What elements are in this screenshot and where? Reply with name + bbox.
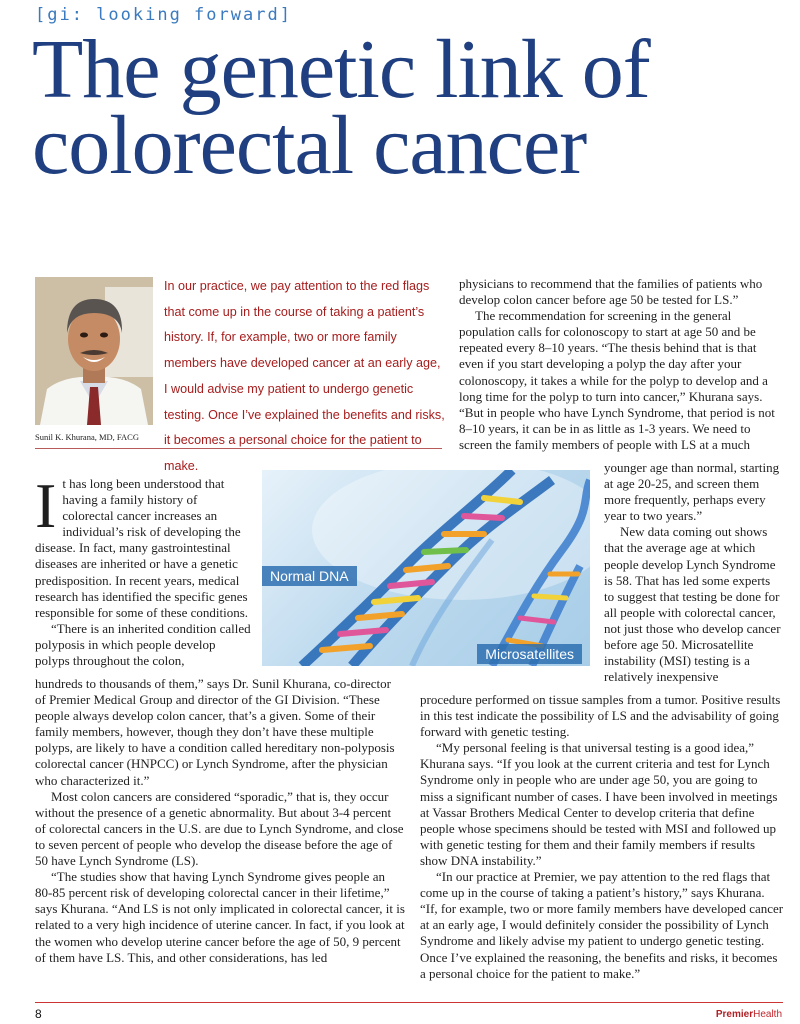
microsatellites-label: Microsatellites bbox=[477, 644, 582, 664]
paragraph: New data coming out shows that the average age at which people develop Lynch Syndrome is 58. That has led some experts to suggest that testing be done for all people with colorectal cancer, not just those who develop cancer before age 50. Microsatellite instability (MSI) testing is a relatively inexpensive bbox=[604, 524, 781, 685]
paragraph: “There is an inherited condition called polyposis in which people develop polyps throughout the colon, bbox=[35, 620, 251, 669]
publication-logo bbox=[716, 1009, 782, 1020]
article-column-left-bottom bbox=[35, 676, 405, 966]
paragraph: “The studies show that having Lynch Syndrome gives people an 80-85 percent risk of developing colorectal cancer in their lifetime,” says Khurana. “And LS is not only implicated in colorectal cancer, it is related to a very high incidence of uterine cancer. In fact, if you look at the women who develop uterine cancer before the age of 50, 9 percent of them have LS. This, and other considerations, has led bbox=[35, 869, 405, 965]
headline: The genetic link of colorectal cancer bbox=[32, 23, 650, 192]
article-column-left-top bbox=[35, 470, 251, 669]
normal-dna-label: Normal DNA bbox=[262, 566, 357, 586]
photo-caption: Sunil K. Khurana, MD, FACG bbox=[35, 432, 139, 442]
paragraph: “My personal feeling is that universal testing is a good idea,” Khurana says. “If you look at the current criteria and test for Lynch Syndrome only in people who are under age 50, you are going to miss a significant number of cases. I have been involved in meetings at Vassar Brothers Medical Center to develop criteria that define people whose specimens should be tested with MSI and followed up with genetic testing for them and their family members if results show DNA instability.” bbox=[420, 740, 778, 868]
pull-quote: In our practice, we pay attention to the red flags that come up in the course of taking a patient’s history. If, for example, two or more family members have developed cancer at an early age, I would advise my patient to undergo genetic testing. Once I’ve explained the benefits and risks, it becomes a personal choice for the patient to make. bbox=[164, 279, 445, 473]
dropcap: I bbox=[35, 470, 57, 541]
paragraph-dropcap bbox=[35, 470, 251, 621]
section-tag: [gi: looking forward] bbox=[35, 5, 292, 25]
paragraph: hundreds to thousands of them,” says Dr. Sunil Khurana, co-director of Premier Medical Group and director of the GI Division. “These people always develop colon cancer, that’s a given. Some of their family members, however, though they don’t have these multiple polyps, are likely to have a condition called hereditary non-polyposis colorectal cancer (HNPCC) or Lynch Syndrome, after the physician who characterized it.” bbox=[35, 676, 395, 788]
paragraph: younger age than normal, starting at age 20-25, and screen them more frequently, perhaps every year to two years.” bbox=[604, 460, 780, 524]
paragraph: Most colon cancers are considered “sporadic,” that is, they occur without the presence of a genetic abnormality. But about 3-4 percent of colorectal cancers in the U.S. are due to Lynch Syndrome, and close to seven percent of people who develop the disease before the age of 50 have Lynch Syndrome (LS). bbox=[35, 788, 404, 869]
paragraph: procedure performed on tissue samples from a tumor. Positive results in this test indicate the possibility of LS and the advisability of going forward with genetic testing. bbox=[420, 692, 781, 740]
article-column-right-mid bbox=[604, 460, 782, 685]
dna-illustration bbox=[262, 470, 590, 666]
logo-health: Health bbox=[753, 1009, 782, 1020]
footer-rule bbox=[35, 1002, 783, 1003]
logo-premier: Premier bbox=[715, 1009, 754, 1020]
paragraph: “In our practice at Premier, we pay attention to the red flags that come up in the course of taking a patient’s history,” says Khurana. “If, for example, two or more family members have developed cancer at an early age, I would definitely consider the possibility of Lynch Syndrome and likely advise my patient to undergo genetic testing. Once I’ve explained the reasoning, the benefits and risks, it becomes a personal choice for the patient to make.” bbox=[420, 869, 784, 981]
page-number: 8 bbox=[35, 1007, 42, 1021]
pull-quote-rule bbox=[35, 448, 442, 449]
portrait-illustration bbox=[35, 277, 153, 425]
paragraph: physicians to recommend that the families of patients who develop colon cancer before age 50 be tested for LS.” bbox=[459, 276, 763, 308]
paragraph-text: t has long been understood that having a family history of colorectal cancer increases an individual’s risk of developing the disease. In fact, many gastrointestinal diseases are inherited or have a genetic predisposition. In recent years, medical research has identified the specific genes responsible for some of these conditions. bbox=[35, 476, 249, 620]
article-column-right-top bbox=[459, 276, 781, 453]
doctor-photo bbox=[35, 277, 153, 425]
article-column-right-bottom bbox=[420, 692, 784, 982]
paragraph: The recommendation for screening in the general population calls for colonoscopy to start at age 50 and be repeated every 8–10 years. “The thesis behind that is that even if you start developing a polyp the day after your colonoscopy, it takes a while for the polyp to develop and a long time for the polyp to turn into cancer,” Khurana says. “But in people who have Lynch Syndrome, that period is not 8–10 years, it can be in as little as 1-3 years. We need to screen the family members of people with LS at a much bbox=[459, 308, 775, 452]
